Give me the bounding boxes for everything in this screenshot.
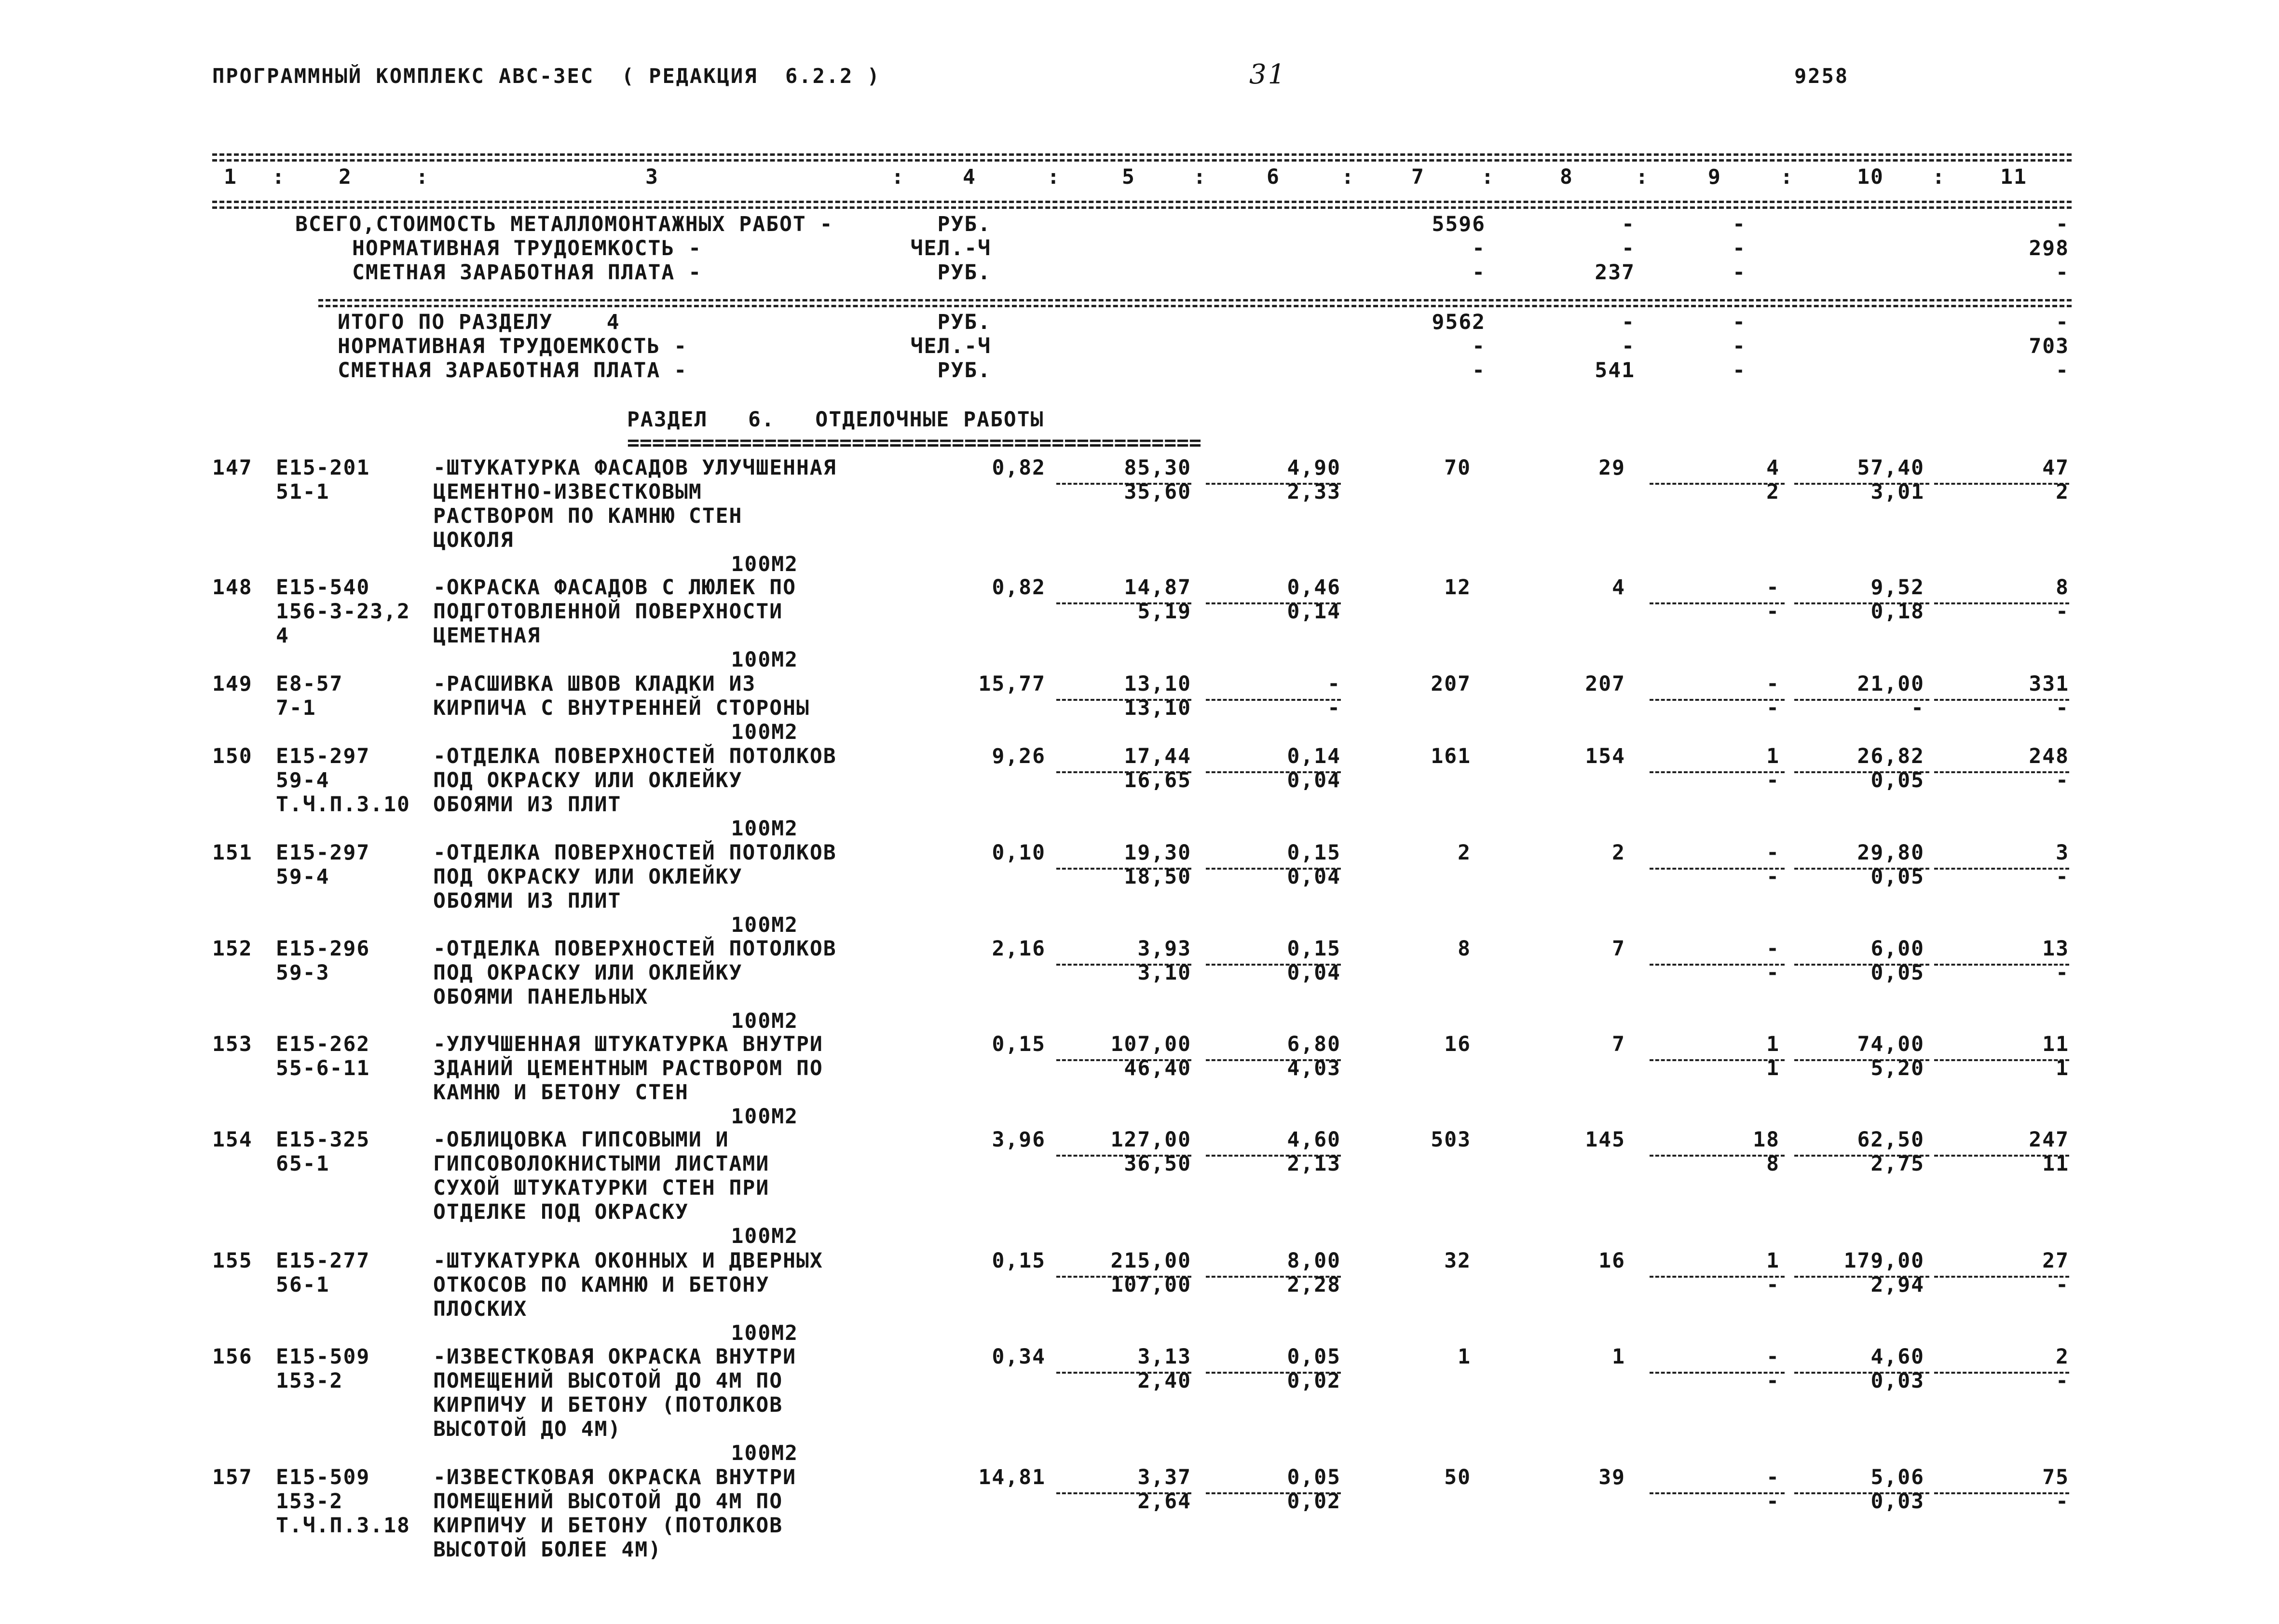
- summary-unit: РУБ.: [937, 212, 991, 236]
- row-unit: 100М2: [731, 1441, 798, 1465]
- row-total-wage: 154: [1585, 744, 1625, 768]
- row-machine-cost: 6,80: [1287, 1032, 1341, 1056]
- column-separator: :: [1341, 165, 1355, 189]
- row-machine-wage: 2,28: [1287, 1273, 1341, 1297]
- summary-c8: 541: [1595, 358, 1635, 382]
- summary-c11: -: [2056, 260, 2069, 285]
- column-header-7: 7: [1411, 165, 1425, 189]
- row-code: Е15-297: [276, 744, 370, 768]
- row-unit-wage: 13,10: [1124, 696, 1191, 720]
- row-c9-sub: -: [1766, 600, 1780, 624]
- row-unit-cost: 3,13: [1137, 1345, 1191, 1369]
- column-header-11: 11: [2000, 165, 2027, 189]
- row-description: ОТДЕЛКЕ ПОД ОКРАСКУ: [433, 1200, 689, 1224]
- row-total-cost: 503: [1431, 1128, 1471, 1152]
- row-quantity: 2,16: [992, 937, 1046, 961]
- program-title: ПРОГРАММНЫЙ КОМПЛЕКС АВС-3ЕС ( РЕДАКЦИЯ 6.2.2 ): [212, 64, 881, 88]
- row-machine-wage: 0,02: [1287, 1369, 1341, 1393]
- row-labor: 5,06: [1870, 1465, 1924, 1489]
- column-separator: :: [1481, 165, 1495, 189]
- row-code: 153-2: [276, 1369, 343, 1393]
- row-description: -ОТДЕЛКА ПОВЕРХНОСТЕЙ ПОТОЛКОВ: [433, 937, 837, 961]
- row-total-wage: 29: [1598, 456, 1625, 480]
- document-code: 9258: [1794, 64, 1849, 88]
- row-unit: 100М2: [731, 817, 798, 841]
- row-code: Е8-57: [276, 672, 343, 696]
- row-labor: 6,00: [1870, 937, 1924, 961]
- summary-c8: 237: [1595, 260, 1635, 285]
- row-labor: 4,60: [1870, 1345, 1924, 1369]
- row-total-wage: 39: [1598, 1465, 1625, 1489]
- row-machine-cost: 0,15: [1287, 937, 1341, 961]
- row-c9-sub: -: [1766, 1369, 1780, 1393]
- row-c9-sub: -: [1766, 768, 1780, 792]
- row-unit-wage: 2,64: [1137, 1489, 1191, 1514]
- row-machine-cost: 0,46: [1287, 575, 1341, 600]
- row-number: 150: [212, 744, 253, 768]
- column-header-6: 6: [1267, 165, 1280, 189]
- row-machine-wage: 2,13: [1287, 1152, 1341, 1176]
- row-c9: 1: [1766, 744, 1780, 768]
- row-number: 149: [212, 672, 253, 696]
- row-unit: 100М2: [731, 1009, 798, 1033]
- summary-c11: 298: [2029, 236, 2069, 260]
- column-separator: :: [1047, 165, 1061, 189]
- row-code: 65-1: [276, 1152, 330, 1176]
- row-labor-total-sub: -: [2056, 600, 2069, 624]
- summary-unit: РУБ.: [937, 260, 991, 285]
- row-number: 152: [212, 937, 253, 961]
- row-total-cost: 2: [1458, 841, 1471, 865]
- row-labor-total-sub: -: [2056, 961, 2069, 985]
- row-labor-total: 47: [2042, 456, 2069, 480]
- row-unit: 100М2: [731, 720, 798, 744]
- column-separator: :: [891, 165, 905, 189]
- row-code: Т.Ч.П.3.18: [276, 1514, 410, 1538]
- summary-c9: -: [1733, 260, 1746, 285]
- row-total-wage: 207: [1585, 672, 1625, 696]
- column-separator: :: [1780, 165, 1794, 189]
- header-bottom-rule-2: [212, 206, 2072, 209]
- row-description: -ОТДЕЛКА ПОВЕРХНОСТЕЙ ПОТОЛКОВ: [433, 841, 837, 865]
- row-labor-total: 75: [2042, 1465, 2069, 1489]
- row-unit: 100М2: [731, 1105, 798, 1129]
- row-quantity: 9,26: [992, 744, 1046, 768]
- row-description: КИРПИЧА С ВНУТРЕННЕЙ СТОРОНЫ: [433, 696, 810, 720]
- row-labor-total: 8: [2056, 575, 2069, 600]
- row-c9: -: [1766, 1345, 1780, 1369]
- column-separator: :: [1193, 165, 1207, 189]
- row-unit-wage: 35,60: [1124, 480, 1191, 504]
- row-description: КИРПИЧУ И БЕТОНУ (ПОТОЛКОВ: [433, 1393, 783, 1417]
- row-unit: 100М2: [731, 648, 798, 672]
- row-labor: 21,00: [1857, 672, 1924, 696]
- row-unit-cost: 19,30: [1124, 841, 1191, 865]
- row-unit-cost: 215,00: [1110, 1249, 1191, 1273]
- row-machine-cost: 4,60: [1287, 1128, 1341, 1152]
- summary-c9: -: [1733, 310, 1746, 334]
- row-total-cost: 12: [1444, 575, 1471, 600]
- row-description: ПОМЕЩЕНИЙ ВЫСОТОЙ ДО 4М ПО: [433, 1369, 783, 1393]
- summary-c9: -: [1733, 236, 1746, 260]
- row-labor-sub: 0,05: [1870, 865, 1924, 889]
- summary-c11: 703: [2029, 334, 2069, 358]
- row-code: Е15-540: [276, 575, 370, 600]
- row-unit-wage: 46,40: [1124, 1056, 1191, 1080]
- summary-c8: -: [1622, 236, 1635, 260]
- row-labor-sub: 3,01: [1870, 480, 1924, 504]
- row-quantity: 15,77: [978, 672, 1046, 696]
- header-bottom-rule: [212, 201, 2072, 203]
- column-header-5: 5: [1122, 165, 1135, 189]
- row-description: ЗДАНИЙ ЦЕМЕНТНЫМ РАСТВОРОМ ПО: [433, 1056, 823, 1080]
- row-labor-sub: 0,18: [1870, 600, 1924, 624]
- row-labor-total-sub: -: [2056, 696, 2069, 720]
- summary-divider: [318, 299, 2072, 301]
- row-c9: -: [1766, 672, 1780, 696]
- row-code: Е15-277: [276, 1249, 370, 1273]
- row-description: КАМНЮ И БЕТОНУ СТЕН: [433, 1080, 689, 1105]
- summary-unit: РУБ.: [937, 310, 991, 334]
- row-unit-cost: 13,10: [1124, 672, 1191, 696]
- row-machine-cost: 4,90: [1287, 456, 1341, 480]
- row-number: 148: [212, 575, 253, 600]
- row-labor-total: 248: [2029, 744, 2069, 768]
- summary-label: НОРМАТИВНАЯ ТРУДОЕМКОСТЬ -: [352, 236, 702, 260]
- row-labor-sub: 0,05: [1870, 768, 1924, 792]
- row-total-cost: 1: [1458, 1345, 1471, 1369]
- summary-c8: -: [1622, 334, 1635, 358]
- row-description: -ШТУКАТУРКА ОКОННЫХ И ДВЕРНЫХ: [433, 1249, 823, 1273]
- row-c9: 4: [1766, 456, 1780, 480]
- row-machine-cost: 0,15: [1287, 841, 1341, 865]
- table-top-rule-2: [212, 159, 2072, 162]
- page-number: 31: [1249, 59, 1287, 90]
- row-total-cost: 207: [1431, 672, 1471, 696]
- row-number: 157: [212, 1465, 253, 1489]
- row-description: -ОБЛИЦОВКА ГИПСОВЫМИ И: [433, 1128, 729, 1152]
- row-labor-total-sub: 11: [2042, 1152, 2069, 1176]
- row-description: ПОД ОКРАСКУ ИЛИ ОКЛЕЙКУ: [433, 865, 743, 889]
- column-separator: :: [272, 165, 286, 189]
- row-description: ПОД ОКРАСКУ ИЛИ ОКЛЕЙКУ: [433, 768, 743, 792]
- row-unit-wage: 16,65: [1124, 768, 1191, 792]
- row-description: -ИЗВЕСТКОВАЯ ОКРАСКА ВНУТРИ: [433, 1465, 796, 1489]
- row-description: ОБОЯМИ ИЗ ПЛИТ: [433, 889, 622, 913]
- row-description: ВЫСОТОЙ ДО 4М): [433, 1417, 622, 1441]
- column-separator: :: [1932, 165, 1946, 189]
- column-header-9: 9: [1708, 165, 1721, 189]
- row-c9-sub: 1: [1766, 1056, 1780, 1080]
- row-labor-total: 331: [2029, 672, 2069, 696]
- row-quantity: 0,15: [992, 1032, 1046, 1056]
- row-number: 153: [212, 1032, 253, 1056]
- row-labor-total: 2: [2056, 1345, 2069, 1369]
- section-title-underline: ==============================================: [627, 431, 1201, 455]
- row-machine-cost: -: [1327, 672, 1341, 696]
- row-labor-total: 3: [2056, 841, 2069, 865]
- row-code: 4: [276, 624, 289, 648]
- row-total-cost: 50: [1444, 1465, 1471, 1489]
- row-description: ОБОЯМИ ИЗ ПЛИТ: [433, 792, 622, 817]
- row-labor-sub: 0,03: [1870, 1489, 1924, 1514]
- row-machine-wage: 4,03: [1287, 1056, 1341, 1080]
- summary-unit: ЧЕЛ.-Ч: [910, 236, 991, 260]
- row-total-wage: 16: [1598, 1249, 1625, 1273]
- row-unit: 100М2: [731, 552, 798, 576]
- column-separator: :: [1636, 165, 1649, 189]
- row-total-wage: 4: [1612, 575, 1625, 600]
- row-c9-sub: -: [1766, 1489, 1780, 1514]
- row-unit-wage: 2,40: [1137, 1369, 1191, 1393]
- row-code: 59-4: [276, 768, 330, 792]
- row-c9: 1: [1766, 1249, 1780, 1273]
- row-c9-sub: -: [1766, 865, 1780, 889]
- row-unit-wage: 36,50: [1124, 1152, 1191, 1176]
- row-machine-wage: -: [1327, 696, 1341, 720]
- row-c9: 1: [1766, 1032, 1780, 1056]
- row-labor-total: 27: [2042, 1249, 2069, 1273]
- table-top-rule: [212, 153, 2072, 156]
- row-unit-cost: 127,00: [1110, 1128, 1191, 1152]
- summary-c7: -: [1472, 358, 1486, 382]
- row-labor: 179,00: [1843, 1249, 1924, 1273]
- summary-c11: -: [2056, 310, 2069, 334]
- row-code: 51-1: [276, 480, 330, 504]
- row-c9-sub: 8: [1766, 1152, 1780, 1176]
- summary-label: ИТОГО ПО РАЗДЕЛУ 4: [338, 310, 620, 334]
- summary-c7: -: [1472, 236, 1486, 260]
- row-number: 156: [212, 1345, 253, 1369]
- row-total-cost: 16: [1444, 1032, 1471, 1056]
- row-unit-wage: 5,19: [1137, 600, 1191, 624]
- row-labor: 29,80: [1857, 841, 1924, 865]
- column-header-8: 8: [1560, 165, 1573, 189]
- summary-c7: -: [1472, 334, 1486, 358]
- row-number: 147: [212, 456, 253, 480]
- row-total-wage: 1: [1612, 1345, 1625, 1369]
- row-number: 151: [212, 841, 253, 865]
- row-labor-sub: 0,05: [1870, 961, 1924, 985]
- row-quantity: 0,82: [992, 456, 1046, 480]
- row-code: Т.Ч.П.3.10: [276, 792, 410, 817]
- row-unit-wage: 3,10: [1137, 961, 1191, 985]
- row-code: 156-3-23,2: [276, 600, 410, 624]
- row-code: Е15-325: [276, 1128, 370, 1152]
- row-c9-sub: -: [1766, 696, 1780, 720]
- row-total-wage: 2: [1612, 841, 1625, 865]
- row-code: Е15-509: [276, 1465, 370, 1489]
- row-total-wage: 145: [1585, 1128, 1625, 1152]
- summary-c9: -: [1733, 334, 1746, 358]
- row-total-cost: 32: [1444, 1249, 1471, 1273]
- row-description: -РАСШИВКА ШВОВ КЛАДКИ ИЗ: [433, 672, 756, 696]
- row-labor: 74,00: [1857, 1032, 1924, 1056]
- row-labor-sub: 2,75: [1870, 1152, 1924, 1176]
- row-c9: -: [1766, 1465, 1780, 1489]
- row-labor-total-sub: -: [2056, 1273, 2069, 1297]
- column-header-1: 1: [224, 165, 237, 189]
- row-description: ОБОЯМИ ПАНЕЛЬНЫХ: [433, 985, 649, 1009]
- row-description: ПОДГОТОВЛЕННОЙ ПОВЕРХНОСТИ: [433, 600, 783, 624]
- row-unit-wage: 18,50: [1124, 865, 1191, 889]
- row-description: -ОКРАСКА ФАСАДОВ С ЛЮЛЕК ПО: [433, 575, 796, 600]
- row-description: ЦЕМЕНТНО-ИЗВЕСТКОВЫМ: [433, 480, 702, 504]
- row-quantity: 0,82: [992, 575, 1046, 600]
- row-code: 7-1: [276, 696, 316, 720]
- row-c9-sub: -: [1766, 1273, 1780, 1297]
- row-c9-sub: -: [1766, 961, 1780, 985]
- summary-c7: 5596: [1432, 212, 1486, 236]
- summary-c9: -: [1733, 212, 1746, 236]
- row-code: 153-2: [276, 1489, 343, 1514]
- row-unit-wage: 107,00: [1110, 1273, 1191, 1297]
- column-separator: :: [416, 165, 429, 189]
- row-total-wage: 7: [1612, 937, 1625, 961]
- summary-label: СМЕТНАЯ ЗАРАБОТНАЯ ПЛАТА -: [338, 358, 688, 382]
- row-labor-total: 13: [2042, 937, 2069, 961]
- row-code: Е15-262: [276, 1032, 370, 1056]
- row-quantity: 14,81: [978, 1465, 1046, 1489]
- row-labor-total-sub: -: [2056, 768, 2069, 792]
- row-machine-cost: 8,00: [1287, 1249, 1341, 1273]
- row-unit-cost: 3,93: [1137, 937, 1191, 961]
- summary-c11: -: [2056, 358, 2069, 382]
- summary-c7: 9562: [1432, 310, 1486, 334]
- row-machine-wage: 2,33: [1287, 480, 1341, 504]
- row-machine-cost: 0,14: [1287, 744, 1341, 768]
- row-unit-cost: 107,00: [1110, 1032, 1191, 1056]
- row-labor-total: 247: [2029, 1128, 2069, 1152]
- row-quantity: 0,10: [992, 841, 1046, 865]
- row-description: ОТКОСОВ ПО КАМНЮ И БЕТОНУ: [433, 1273, 770, 1297]
- row-machine-wage: 0,04: [1287, 865, 1341, 889]
- row-c9: -: [1766, 575, 1780, 600]
- row-code: Е15-509: [276, 1345, 370, 1369]
- summary-c8: -: [1622, 310, 1635, 334]
- row-machine-wage: 0,04: [1287, 768, 1341, 792]
- row-labor-total-sub: -: [2056, 865, 2069, 889]
- row-total-cost: 70: [1444, 456, 1471, 480]
- row-labor-sub: 0,03: [1870, 1369, 1924, 1393]
- row-code: Е15-296: [276, 937, 370, 961]
- column-header-4: 4: [963, 165, 976, 189]
- row-c9: -: [1766, 937, 1780, 961]
- row-total-wage: 7: [1612, 1032, 1625, 1056]
- row-labor: 62,50: [1857, 1128, 1924, 1152]
- row-code: 55-6-11: [276, 1056, 370, 1080]
- summary-c11: -: [2056, 212, 2069, 236]
- row-c9: 18: [1753, 1128, 1780, 1152]
- row-labor-total-sub: -: [2056, 1489, 2069, 1514]
- row-unit-cost: 17,44: [1124, 744, 1191, 768]
- row-number: 154: [212, 1128, 253, 1152]
- row-description: ЦОКОЛЯ: [433, 528, 514, 552]
- row-description: ПОМЕЩЕНИЙ ВЫСОТОЙ ДО 4М ПО: [433, 1489, 783, 1514]
- row-unit: 100М2: [731, 1224, 798, 1248]
- row-quantity: 0,15: [992, 1249, 1046, 1273]
- row-description: СУХОЙ ШТУКАТУРКИ СТЕН ПРИ: [433, 1176, 770, 1200]
- row-description: -ШТУКАТУРКА ФАСАДОВ УЛУЧШЕННАЯ: [433, 456, 837, 480]
- row-c9: -: [1766, 841, 1780, 865]
- row-machine-wage: 0,02: [1287, 1489, 1341, 1514]
- summary-c8: -: [1622, 212, 1635, 236]
- row-machine-wage: 0,04: [1287, 961, 1341, 985]
- row-description: ГИПСОВОЛОКНИСТЫМИ ЛИСТАМИ: [433, 1152, 770, 1176]
- summary-label: СМЕТНАЯ ЗАРАБОТНАЯ ПЛАТА -: [352, 260, 702, 285]
- row-labor: 9,52: [1870, 575, 1924, 600]
- row-code: Е15-201: [276, 456, 370, 480]
- row-unit: 100М2: [731, 1321, 798, 1345]
- row-total-cost: 8: [1458, 937, 1471, 961]
- row-labor: 57,40: [1857, 456, 1924, 480]
- row-description: ПЛОСКИХ: [433, 1297, 528, 1321]
- row-labor-total-sub: 1: [2056, 1056, 2069, 1080]
- row-c9-sub: 2: [1766, 480, 1780, 504]
- row-labor: 26,82: [1857, 744, 1924, 768]
- row-labor-sub: -: [1911, 696, 1924, 720]
- section-title: РАЗДЕЛ 6. ОТДЕЛОЧНЫЕ РАБОТЫ: [627, 408, 1044, 432]
- row-labor-total-sub: 2: [2056, 480, 2069, 504]
- row-machine-wage: 0,14: [1287, 600, 1341, 624]
- row-description: ЦЕМЕТНАЯ: [433, 624, 541, 648]
- column-header-3: 3: [645, 165, 659, 189]
- row-code: 56-1: [276, 1273, 330, 1297]
- row-machine-cost: 0,05: [1287, 1345, 1341, 1369]
- summary-label: НОРМАТИВНАЯ ТРУДОЕМКОСТЬ -: [338, 334, 688, 358]
- column-header-10: 10: [1857, 165, 1884, 189]
- row-description: РАСТВОРОМ ПО КАМНЮ СТЕН: [433, 504, 743, 528]
- row-description: -ИЗВЕСТКОВАЯ ОКРАСКА ВНУТРИ: [433, 1345, 796, 1369]
- row-description: КИРПИЧУ И БЕТОНУ (ПОТОЛКОВ: [433, 1514, 783, 1538]
- row-description: -УЛУЧШЕННАЯ ШТУКАТУРКА ВНУТРИ: [433, 1032, 823, 1056]
- row-quantity: 0,34: [992, 1345, 1046, 1369]
- row-quantity: 3,96: [992, 1128, 1046, 1152]
- row-unit-cost: 14,87: [1124, 575, 1191, 600]
- row-description: -ОТДЕЛКА ПОВЕРХНОСТЕЙ ПОТОЛКОВ: [433, 744, 837, 768]
- summary-unit: ЧЕЛ.-Ч: [910, 334, 991, 358]
- row-labor-sub: 2,94: [1870, 1273, 1924, 1297]
- summary-divider-2: [318, 305, 2072, 307]
- row-unit-cost: 3,37: [1137, 1465, 1191, 1489]
- column-header-2: 2: [339, 165, 352, 189]
- row-labor-sub: 5,20: [1870, 1056, 1924, 1080]
- row-description: ПОД ОКРАСКУ ИЛИ ОКЛЕЙКУ: [433, 961, 743, 985]
- row-code: 59-3: [276, 961, 330, 985]
- row-description: ВЫСОТОЙ БОЛЕЕ 4М): [433, 1538, 662, 1562]
- summary-c7: -: [1472, 260, 1486, 285]
- row-code: Е15-297: [276, 841, 370, 865]
- row-number: 155: [212, 1249, 253, 1273]
- row-unit-cost: 85,30: [1124, 456, 1191, 480]
- row-code: 59-4: [276, 865, 330, 889]
- row-machine-cost: 0,05: [1287, 1465, 1341, 1489]
- summary-unit: РУБ.: [937, 358, 991, 382]
- row-labor-total-sub: -: [2056, 1369, 2069, 1393]
- row-unit: 100М2: [731, 913, 798, 937]
- summary-label: ВСЕГО,СТОИМОСТЬ МЕТАЛЛОМОНТАЖНЫХ РАБОТ -: [295, 212, 833, 236]
- summary-c9: -: [1733, 358, 1746, 382]
- row-labor-total: 11: [2042, 1032, 2069, 1056]
- row-total-cost: 161: [1431, 744, 1471, 768]
